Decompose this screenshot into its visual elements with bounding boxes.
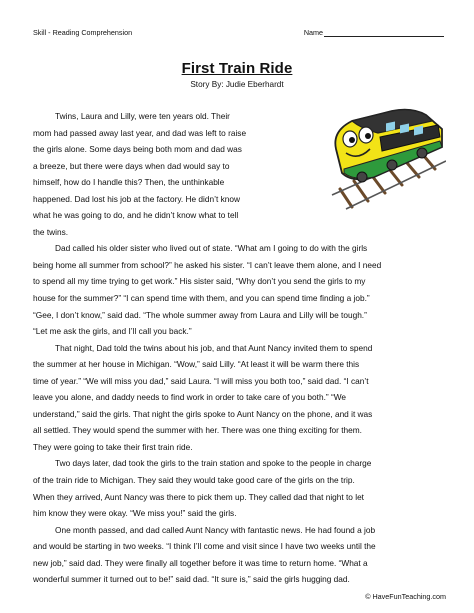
story-line: Twins, Laura and Lilly, were ten years old. Their [55,111,230,121]
story-line: One month passed, and dad called Aunt Nancy with fantastic news. He had found a job [55,524,376,535]
story-line: him know they were okay. “We miss you!” said the girls. [33,508,237,519]
story-line: “Gee, I don’t know,” said dad. “The whole summer away from Laura and Lilly will be tough.” [33,309,367,320]
story-line: time of year.” “We will miss you dad,” said Laura. “I will miss you both too,” said dad. “I can’t [33,375,369,386]
name-label: Name [303,28,323,37]
story-line: “Let me ask the girls, and I’ll call you back.” [33,326,192,337]
story-line: the girls alone. Some days being both mom and dad was [33,144,242,155]
story-title: First Train Ride [181,60,293,77]
skill-label: Skill - Reading Comprehension [33,28,133,37]
story-line: and would be starting in two weeks. “I think I’ll come and visit since I have two weeks until the [33,541,376,552]
story-line: mom had passed away last year, and dad was left to raise [33,127,247,138]
story-line: the summer at her house in Michigan. “Wow,” said Lilly. “At least it will be warm there this [33,359,360,370]
story-line: leave you alone, and daddy needs to find work in order to take care of you both.” “We [33,392,347,403]
story-line: That night, Dad told the twins about his job, and that Aunt Nancy invited them to spend [55,342,373,353]
name-blank-line [324,28,444,37]
story-body [33,108,443,588]
copyright-footer: © HaveFunTeaching.com [365,592,446,601]
story-line: wonderful summer it turned out to be!” said dad. “It sure is,” said the girls hugging dad. [33,574,350,585]
story-line: Two days later, dad took the girls to the train station and spoke to the people in charge [55,458,372,469]
story-line: a breeze, but there were days when dad would say to [33,160,230,171]
story-line: being home all summer from school?” he asked his sister. “I can’t leave them alone, and I need [33,259,382,270]
story-line: new job,” said dad. They were finally all together before it was time to return home. “What a [33,557,368,568]
story-line: the twins. [33,226,69,237]
story-line: himself, how do I handle this? Then, the unthinkable [33,177,225,188]
name-field [304,28,444,37]
story-line: When they arrived, Aunt Nancy was there to pick them up. They called dad that night to let [33,491,364,502]
story-line: to spend all my time trying to get work.” His sister said, “Why don’t you send the girls to my [33,276,366,287]
page-header [33,28,444,40]
story-line: house for the summer?” “I can spend time with them, and you can spend time finding a job.” [33,293,370,304]
story-line: Dad called his older sister who lived out of state. “What am I going to do with the girls [55,243,368,254]
story-line: what he was going to do, and he didn’t know what to tell [33,210,239,221]
story-line: all settled. They would spend the summer with her. There was one thing exciting for them. [33,425,362,436]
story-line: happened. Dad lost his job at the factory. He didn’t know [33,193,240,204]
story-line: of the train ride to Michigan. They said they would take good care of the girls on the trip. [33,475,355,486]
story-line: They were going to take their first train ride. [33,441,193,452]
story-line: understand,” said the girls. That night the girls spoke to Aunt Nancy on the phone, and it was [33,408,373,419]
story-byline: Story By: Judie Eberhardt [190,80,284,89]
